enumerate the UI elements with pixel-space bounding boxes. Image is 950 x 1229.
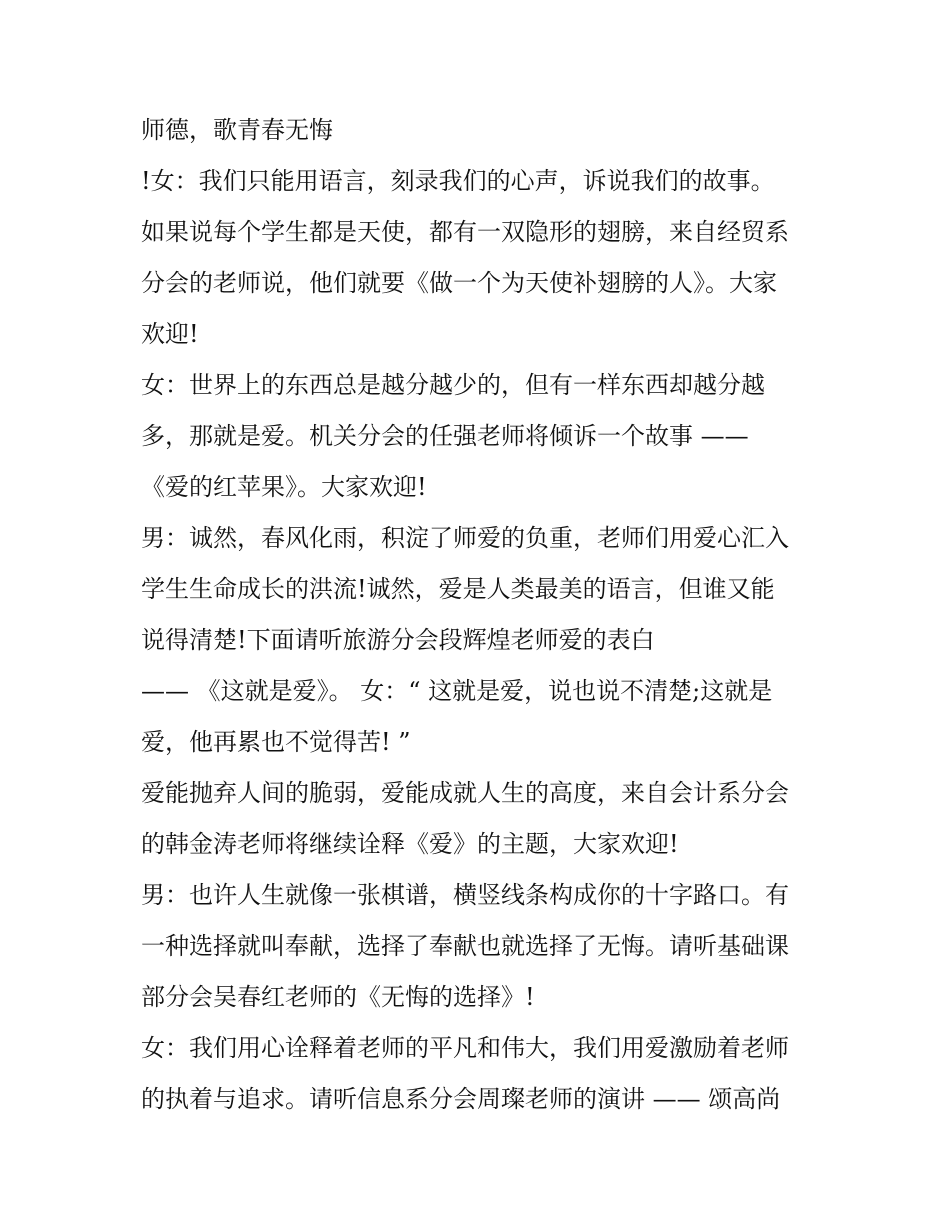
text-line: 说得清楚!下面请听旅游分会段辉煌老师爱的表白 — [141, 626, 655, 654]
text-line: 女：我们用心诠释着老师的平凡和伟大，我们用爱激励着老师 — [141, 1034, 789, 1062]
text-line: 分会的老师说，他们就要《做一个为天使补翅膀的人》。大家 — [141, 269, 777, 297]
text-line: 如果说每个学生都是天使，都有一双隐形的翅膀，来自经贸系 — [141, 218, 789, 246]
text-line: 的韩金涛老师将继续诠释《爱》的主题，大家欢迎! — [141, 830, 679, 858]
text-line: 一种选择就叫奉献，选择了奉献也就选择了无悔。请听基础课 — [141, 932, 789, 960]
text-line: 爱，他再累也不觉得苦! ” — [141, 728, 411, 756]
text-line: 学生生命成长的洪流!诚然，爱是人类最美的语言，但谁又能 — [141, 575, 775, 603]
text-line: 欢迎! — [141, 320, 199, 348]
text-line: 的执着与追求。请听信息系分会周璨老师的演讲 —— 颂高尚 — [141, 1085, 781, 1113]
text-line: !女：我们只能用语言，刻录我们的心声，诉说我们的故事。 — [141, 167, 775, 195]
text-line: —— 《这就是爱》。 女：“ 这就是爱，说也说不清楚;这就是 — [141, 677, 773, 705]
text-line: 男：诚然，春风化雨，积淀了师爱的负重，老师们用爱心汇入 — [141, 524, 789, 552]
text-line: 《爱的红苹果》。大家欢迎! — [141, 473, 427, 501]
document-body — [141, 108, 821, 1128]
text-line: 部分会吴春红老师的《无悔的选择》! — [141, 983, 535, 1011]
text-line: 师德，歌青春无悔 — [141, 116, 333, 144]
text-line: 女：世界上的东西总是越分越少的，但有一样东西却越分越 — [141, 371, 765, 399]
text-line: 男：也许人生就像一张棋谱，横竖线条构成你的十字路口。有 — [141, 881, 789, 909]
text-line: 多，那就是爱。机关分会的任强老师将倾诉一个故事 —— — [141, 422, 749, 450]
text-line: 爱能抛弃人间的脆弱，爱能成就人生的高度，来自会计系分会 — [141, 779, 789, 807]
